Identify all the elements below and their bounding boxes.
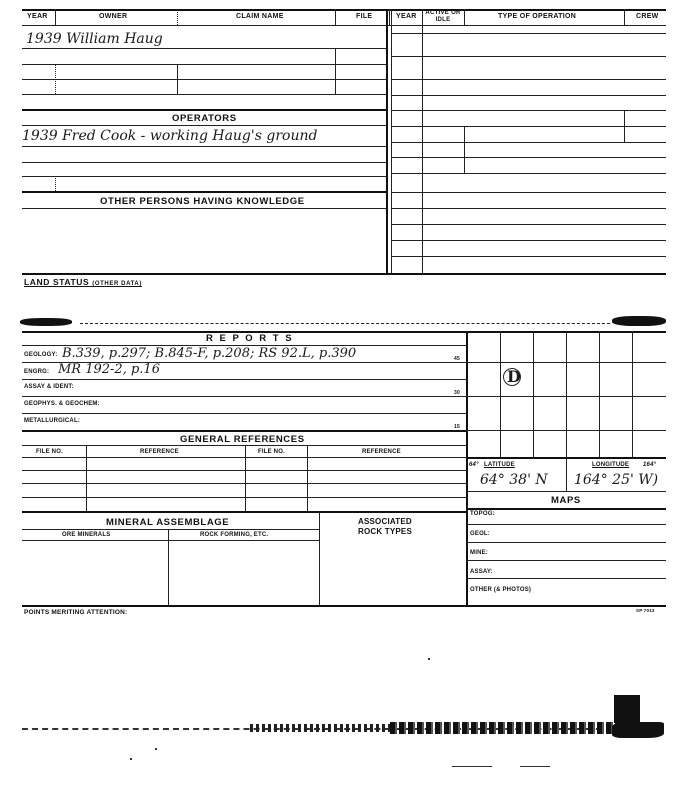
- reports-title: R E P O R T S: [206, 333, 294, 344]
- ore-minerals-header: ORE MINERALS: [62, 532, 111, 538]
- left-blot: [20, 318, 72, 326]
- col-header-active-or-idle: ACTIVE OR IDLE: [425, 10, 461, 23]
- mineral-assemblage-title: MINERAL ASSEMBLAGE: [106, 517, 230, 528]
- grid-mark: D: [507, 367, 521, 386]
- longitude-label: LONGITUDE: [592, 462, 630, 468]
- geology-value: B.339, p.297; B.845-F, p.208; RS 92.L, p.390: [62, 346, 357, 361]
- land-status-main: LAND STATUS: [24, 277, 90, 287]
- maps-mine: MINE:: [470, 550, 488, 556]
- points-meriting-attention-label: POINTS MERITING ATTENTION:: [24, 609, 128, 616]
- col-header-type-of-operation: TYPE OF OPERATION: [498, 13, 577, 20]
- col-header-file: FILE: [356, 13, 373, 20]
- assay-ident-label: ASSAY & IDENT:: [24, 384, 74, 390]
- maps-topog: TOPOG:: [470, 511, 495, 517]
- metallurgical-label: METALLURGICAL:: [24, 418, 81, 424]
- ref-col-file-no-2: FILE NO.: [258, 449, 285, 455]
- scale-15: 15: [454, 424, 460, 430]
- latitude-label: LATITUDE: [484, 462, 515, 468]
- rock-forming-header: ROCK FORMING, ETC.: [200, 532, 269, 538]
- ref-col-file-no-1: FILE NO.: [36, 449, 63, 455]
- col-header-year-2: YEAR: [396, 13, 417, 20]
- operators-title: OPERATORS: [172, 113, 237, 124]
- lat-prefix: 64°: [469, 462, 479, 468]
- engrg-label: ENGRG:: [24, 369, 50, 375]
- col-header-claim-name: CLAIM NAME: [236, 13, 284, 20]
- right-blot: [612, 316, 666, 326]
- ref-col-reference-1: REFERENCE: [140, 449, 179, 455]
- col-header-owner: OWNER: [99, 13, 128, 20]
- associated-rock-types-2: ROCK TYPES: [358, 527, 413, 536]
- maps-assay: ASSAY:: [470, 569, 493, 575]
- other-persons-title: OTHER PERSONS HAVING KNOWLEDGE: [100, 196, 305, 207]
- geophys-label: GEOPHYS. & GEOCHEM:: [24, 401, 100, 407]
- land-status-label: [24, 277, 142, 287]
- scale-30: 30: [454, 390, 460, 396]
- col-header-year: YEAR: [27, 13, 48, 20]
- operator-entry: 1939 Fred Cook - working Haug's ground: [22, 128, 318, 144]
- lon-suffix: 164°: [643, 462, 657, 468]
- engrg-value: MR 192-2, p.16: [58, 362, 160, 377]
- latitude-value: 64° 38' N: [480, 472, 548, 488]
- land-status-sub: (OTHER DATA): [92, 281, 142, 287]
- scale-45: 45: [454, 356, 460, 362]
- ref-col-reference-2: REFERENCE: [362, 449, 401, 455]
- grid-mark-circle: [503, 368, 521, 386]
- owner-entry: 1939 William Haug: [26, 31, 163, 47]
- longitude-value: 164° 25' W): [574, 472, 659, 488]
- general-references-title: GENERAL REFERENCES: [180, 434, 305, 445]
- form-code: SP 7013: [636, 608, 655, 613]
- associated-rock-types-1: ASSOCIATED: [358, 517, 412, 526]
- col-header-crew: CREW: [636, 13, 659, 20]
- maps-geol: GEOL:: [470, 531, 490, 537]
- geology-label: GEOLOGY:: [24, 352, 58, 358]
- maps-title: MAPS: [551, 495, 581, 506]
- maps-other: OTHER (& PHOTOS): [470, 587, 532, 593]
